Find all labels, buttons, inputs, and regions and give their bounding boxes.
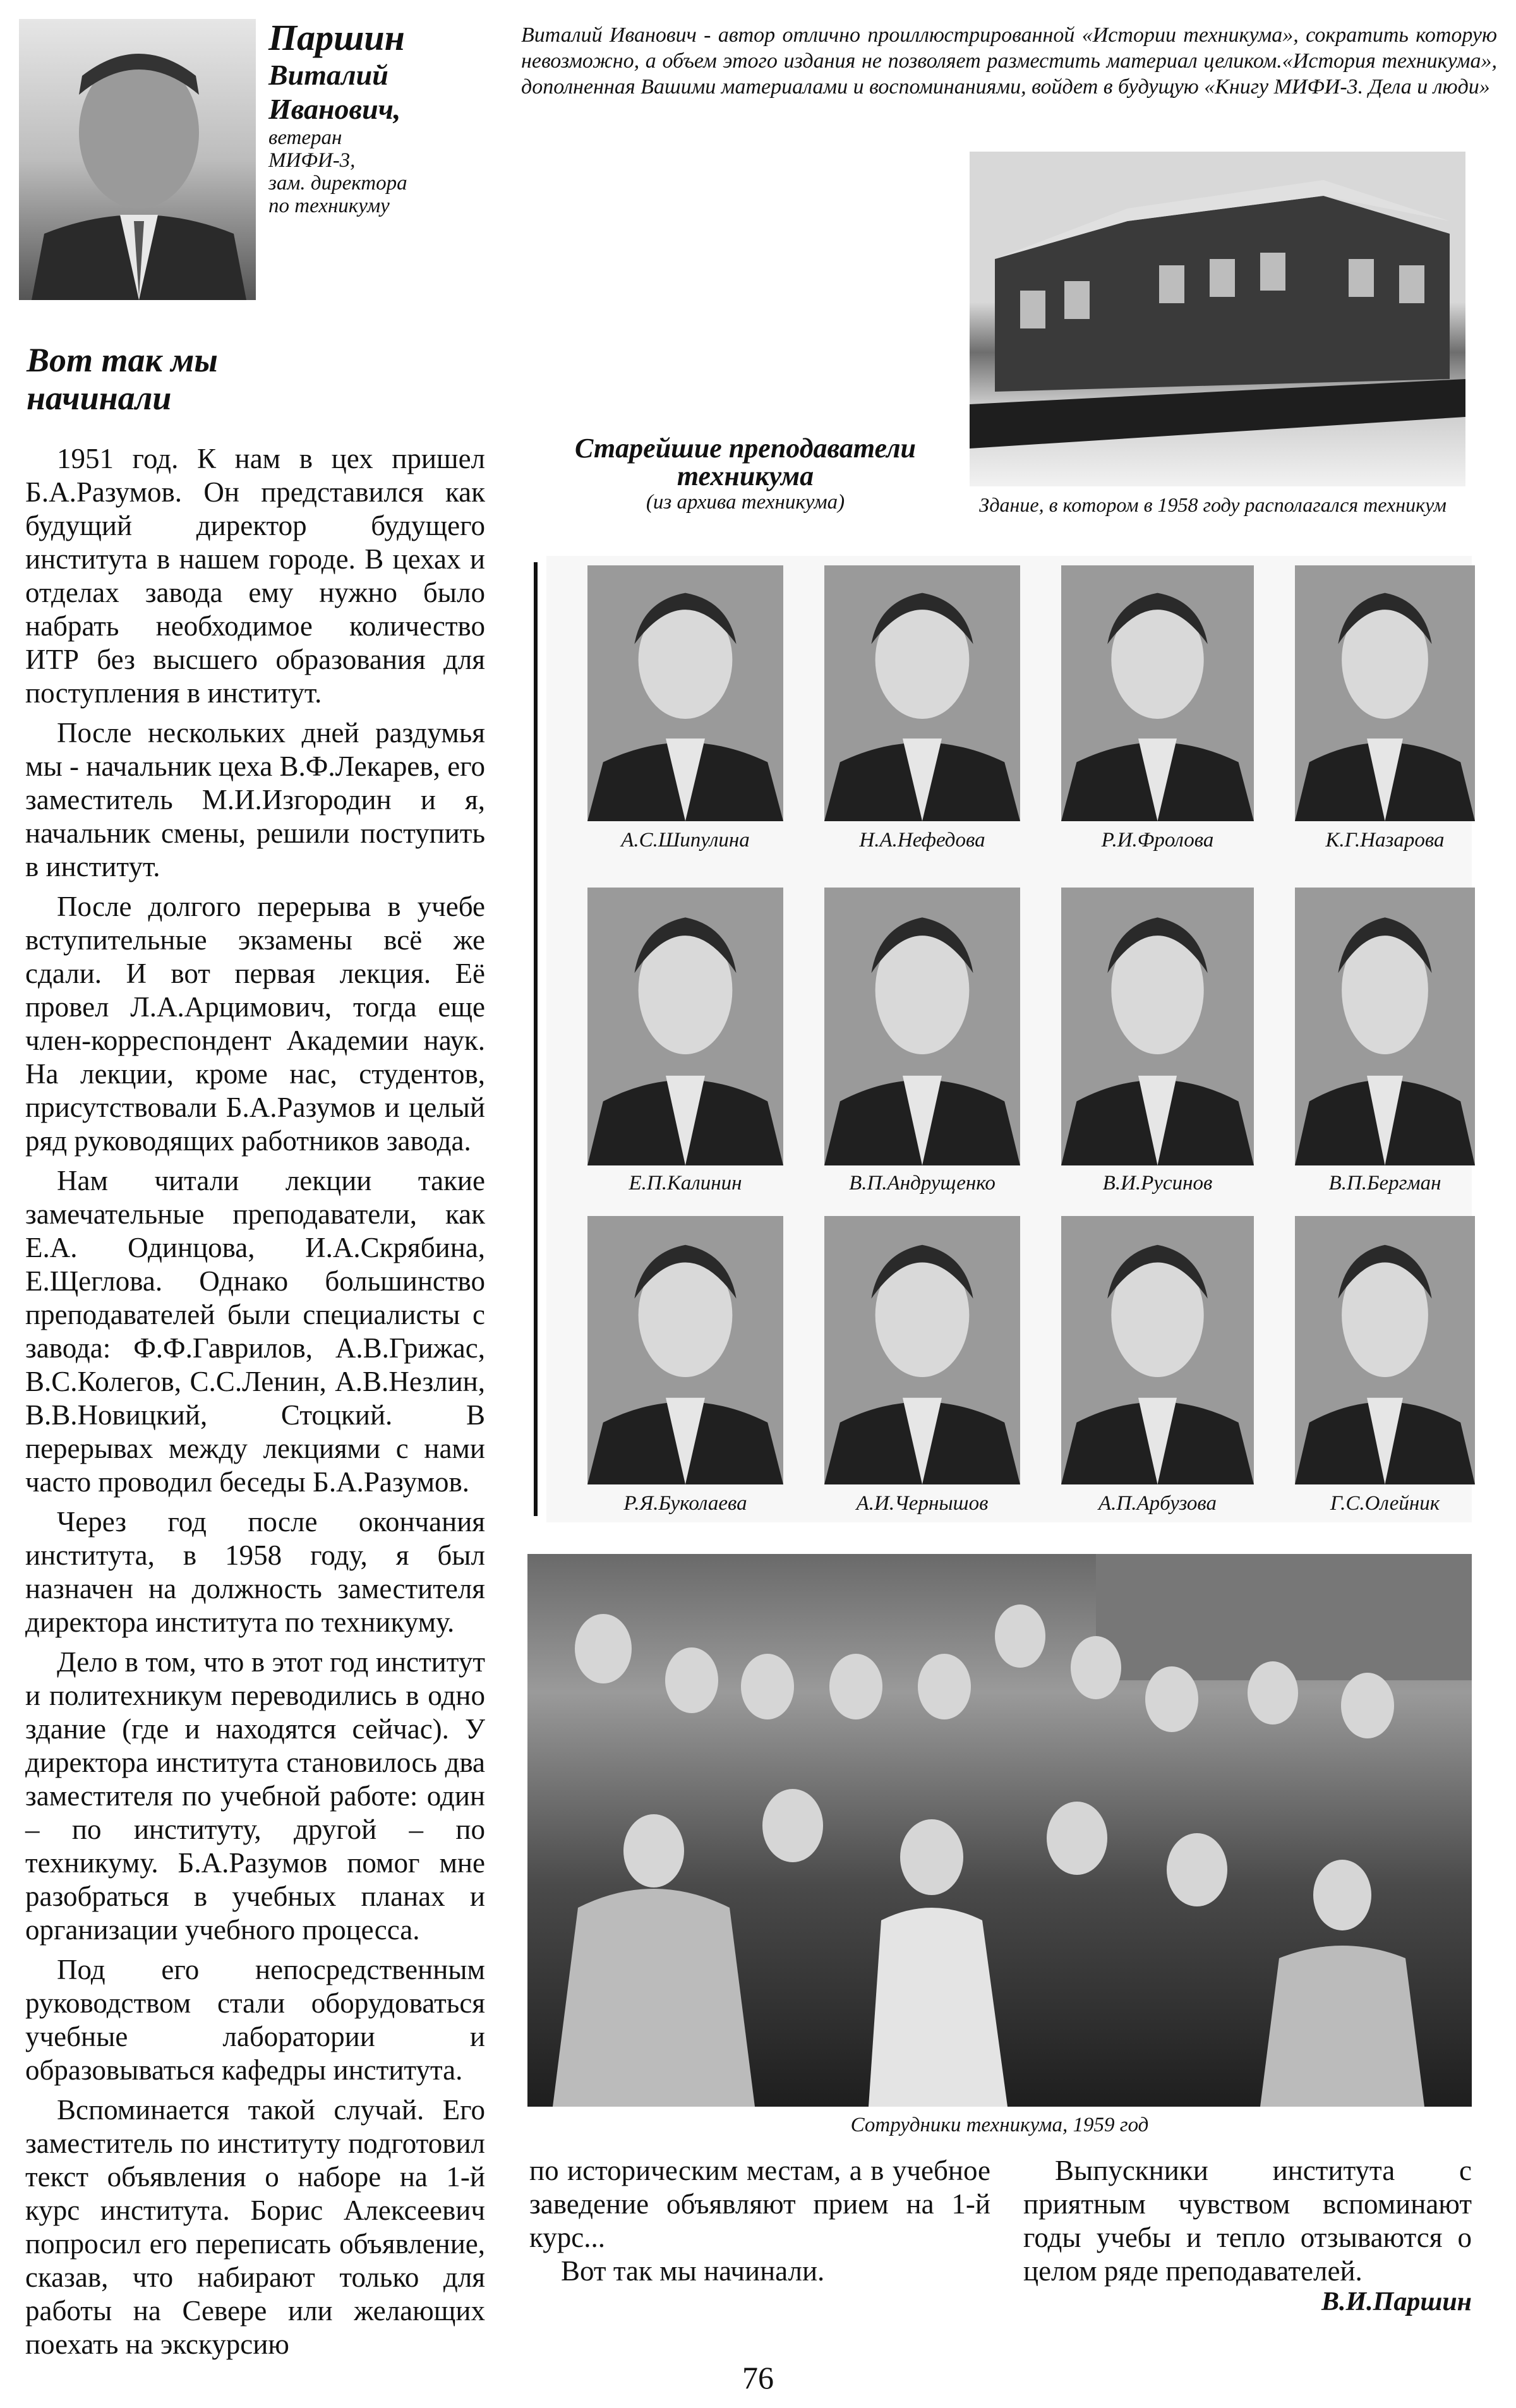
- article-paragraph: Нам читали лекции такие замечательные преподаватели, как Е.А. Одинцова, И.А.Скрябина, Е.Щеглова. Однако большинство преподавателей были специалисты с завода: Ф.Ф.Гаврилов, А.В.Грижас, В.С.Колегов, С.С.Ленин, А.В.Незлин, В.В.Новицкий, Стоцкий. В перерывах между лекциями с нами часто проводил беседы Б.А.Разумов.: [25, 1165, 485, 1498]
- teachers-subtitle: (из архива техникума): [646, 491, 845, 514]
- teacher-portrait: [824, 565, 1020, 821]
- teacher-portrait: [1061, 565, 1254, 821]
- building-caption: Здание, в котором в 1958 году располагался техникум: [979, 493, 1447, 516]
- article-title-line2: начинали: [27, 379, 172, 417]
- article-paragraph: Дело в том, что в этот год институт и политехникум переводились в одно здание (где и находятся сейчас). У директора института становилось два заместителя по учебной работе: один – по институту, другой – по техникуму. Б.А.Разумов помог мне разобраться в учебных планах и организации учебного процесса.: [25, 1646, 485, 1946]
- bottom-middle-closing: Вот так мы начинали.: [561, 2255, 825, 2287]
- teacher-name: Н.А.Нефедова: [859, 829, 985, 852]
- teacher-portrait: [824, 888, 1020, 1165]
- bottom-right-text: [1023, 2154, 1472, 2288]
- teachers-title: [524, 435, 966, 514]
- author-role-3: зам. директора: [268, 172, 407, 195]
- teachers-title-line2: техникума: [677, 461, 814, 491]
- bottom-middle-text: [529, 2154, 990, 2288]
- author-role-1: ветеран: [268, 126, 342, 149]
- teacher-name: Р.И.Фролова: [1101, 829, 1214, 852]
- article-paragraph: Вспоминается такой случай. Его заместитель по институту подготовил текст объявления о наборе на 1-й курс института. Борис Алексеевич попросил его переписать объявление, сказав, что набирают только для работы на Севере или желающих поехать на экскурсию: [25, 2094, 485, 2360]
- teacher-portrait: [1295, 888, 1475, 1165]
- teacher-name: Г.С.Олейник: [1330, 1492, 1440, 1515]
- bottom-right-paragraph: Выпускники института с приятным чувством вспоминают годы учебы и тепло отзываются о целом ряде преподавателей.: [1023, 2155, 1472, 2287]
- author-surname: Паршин: [268, 17, 405, 58]
- editor-note: Виталий Иванович - автор отлично проиллюстрированной «Истории техникума», сократить которую невозможно, а объем этого издания не позволяет разместить материал целиком.«История техникума», дополненная Вашими материалами и воспоминаниями, войдет в будущую «Книгу МИФИ-3. Дела и люди»: [521, 23, 1497, 99]
- teacher-name: А.С.Шипулина: [621, 829, 750, 852]
- article-paragraph: 1951 год. К нам в цех пришел Б.А.Разумов. Он представился как будущий директор будущего института в нашем городе. В цехах и отделах завода ему нужно было набрать необходимое количество ИТР без высшего образования для поступления в институт.: [25, 443, 485, 709]
- author-portrait: [19, 19, 256, 300]
- article-paragraph: Через год после окончания института, в 1958 году, я был назначен на должность заместителя директора института по техникуму.: [25, 1506, 485, 1638]
- article-paragraph: После нескольких дней раздумья мы - начальник цеха В.Ф.Лекарев, его заместитель М.И.Изгородин и я, начальник смены, решили поступить в институт.: [25, 717, 485, 882]
- teacher-portrait: [587, 888, 783, 1165]
- article-title: [27, 341, 218, 417]
- teacher-portrait: [587, 565, 783, 821]
- teacher-name: Р.Я.Буколаева: [623, 1492, 747, 1515]
- author-role-2: МИФИ-3,: [268, 149, 356, 172]
- article-paragraph: После долгого перерыва в учебе вступительные экзамены всё же сдали. И вот первая лекция. Её провел Л.А.Арцимович, тогда еще член-корреспондент Академии наук. На лекции, кроме нас, студентов, присутствовали Б.А.Разумов и целый ряд руководящих работников завода.: [25, 891, 485, 1157]
- teacher-name: К.Г.Назарова: [1325, 829, 1445, 852]
- teacher-name: В.П.Бергман: [1328, 1172, 1441, 1195]
- author-role-4: по техникуму: [268, 195, 390, 217]
- teacher-portrait: [824, 1216, 1020, 1484]
- author-info: [268, 18, 477, 217]
- teacher-name: А.П.Арбузова: [1098, 1492, 1217, 1515]
- building-photo: [970, 152, 1465, 486]
- teacher-portrait: [587, 1216, 783, 1484]
- teacher-portrait: [1061, 888, 1254, 1165]
- group-caption: Сотрудники техникума, 1959 год: [850, 2114, 1149, 2136]
- teacher-portrait: [1295, 565, 1475, 821]
- bottom-middle-paragraph: по историческим местам, а в учебное заведение объявляют прием на 1-й курс...: [529, 2155, 990, 2253]
- group-photo: [527, 1554, 1472, 2107]
- article-body: [25, 442, 485, 2361]
- teacher-portrait: [1061, 1216, 1254, 1484]
- author-patronymic: Иванович,: [268, 93, 401, 125]
- teacher-portrait: [1295, 1216, 1475, 1484]
- teachers-divider: [534, 562, 538, 1516]
- teacher-name: В.П.Андрущенко: [849, 1172, 996, 1195]
- page-number: 76: [742, 2360, 774, 2395]
- teacher-name: В.И.Русинов: [1102, 1172, 1213, 1195]
- author-first-name: Виталий: [268, 59, 388, 91]
- teachers-title-line1: Старейшие преподаватели: [574, 433, 917, 464]
- signature: В.И.Паршин: [1321, 2287, 1472, 2316]
- article-paragraph: Под его непосредственным руководством стали оборудоваться учебные лаборатории и образовываться кафедры института.: [25, 1954, 485, 2086]
- teacher-name: А.И.Чернышов: [856, 1492, 989, 1515]
- teacher-name: Е.П.Калинин: [629, 1172, 742, 1195]
- article-title-line1: Вот так мы: [27, 341, 218, 379]
